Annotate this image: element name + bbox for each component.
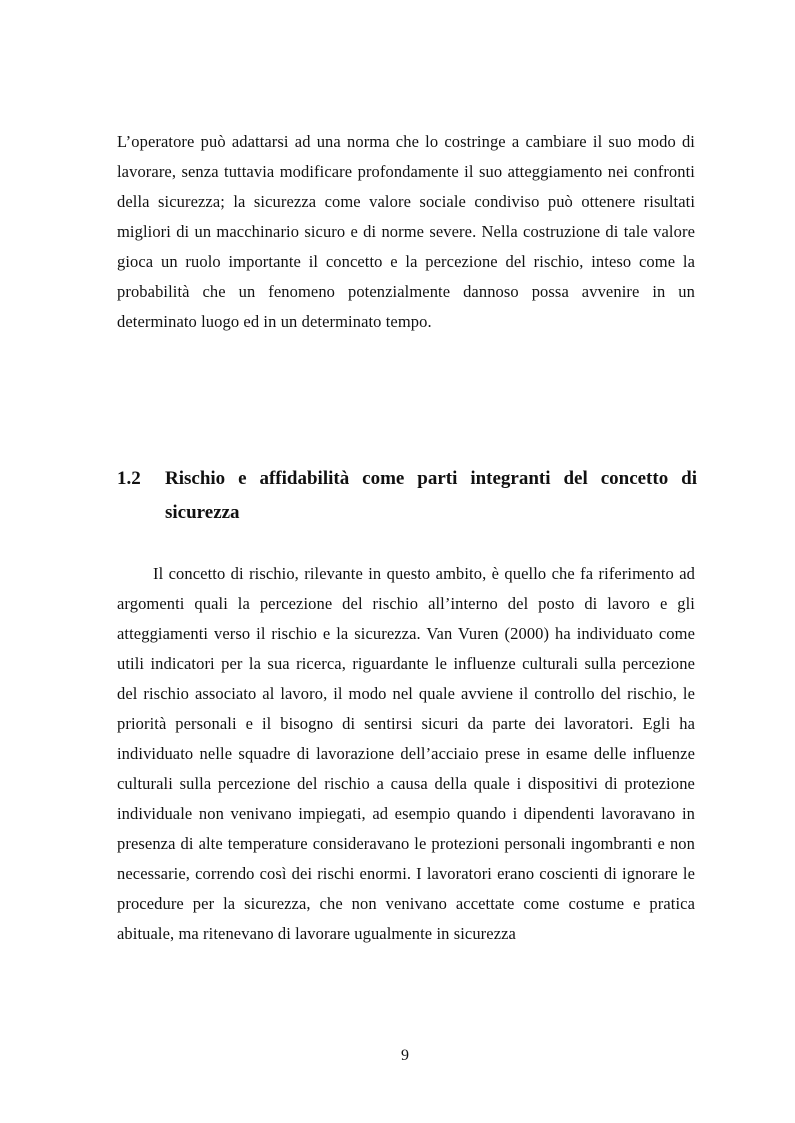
section-number: 1.2 (117, 468, 141, 489)
body-paragraph-intro: L’operatore può adattarsi ad una norma che lo costringe a cambiare il suo modo di lavorare, senza tuttavia modificare profondamente il suo atteggiamento nei confronti della sicurezza; la sicurezza come valore sociale condiviso può ottenere risultati migliori di un macchinario sicuro e di norme severe. Nella costruzione di tale valore gioca un ruolo importante il concetto e la percezione del rischio, inteso come la probabilità che un fenomeno potenzialmente dannoso possa avvenire in un determinato luogo ed in un determinato tempo. (117, 132, 695, 331)
page-number: 9 (401, 1047, 409, 1064)
section-title: Rischio e affidabilità come parti integranti del concetto di sicurezza (165, 468, 697, 523)
body-paragraph-risk: Il concetto di rischio, rilevante in questo ambito, è quello che fa riferimento ad argomenti quali la percezione del rischio all’interno del posto di lavoro e gli atteggiamenti verso il rischio e la sicurezza. Van Vuren (2000) ha individuato come utili indicatori per la sua ricerca, riguardante le influenze culturali sulla percezione del rischio associato al lavoro, il modo nel quale avviene il controllo del rischio, le priorità personali e il bisogno di sentirsi sicuri da parte dei lavoratori. Egli ha individuato nelle squadre di lavorazione dell’acciaio prese in esame delle influenze culturali sulla percezione del rischio a causa della quale i dispositivi di protezione individuale non venivano impiegati, ad esempio quando i dipendenti lavoravano in presenza di alte temperature consideravano le protezioni personali ingombranti e non necessarie, correndo così dei rischi enormi. I lavoratori erano coscienti di ignorare le procedure per la sicurezza, che non venivano accettate come costume e pratica abituale, ma ritenevano di lavorare ugualmente in sicurezza (117, 564, 695, 943)
section-heading (117, 462, 697, 530)
